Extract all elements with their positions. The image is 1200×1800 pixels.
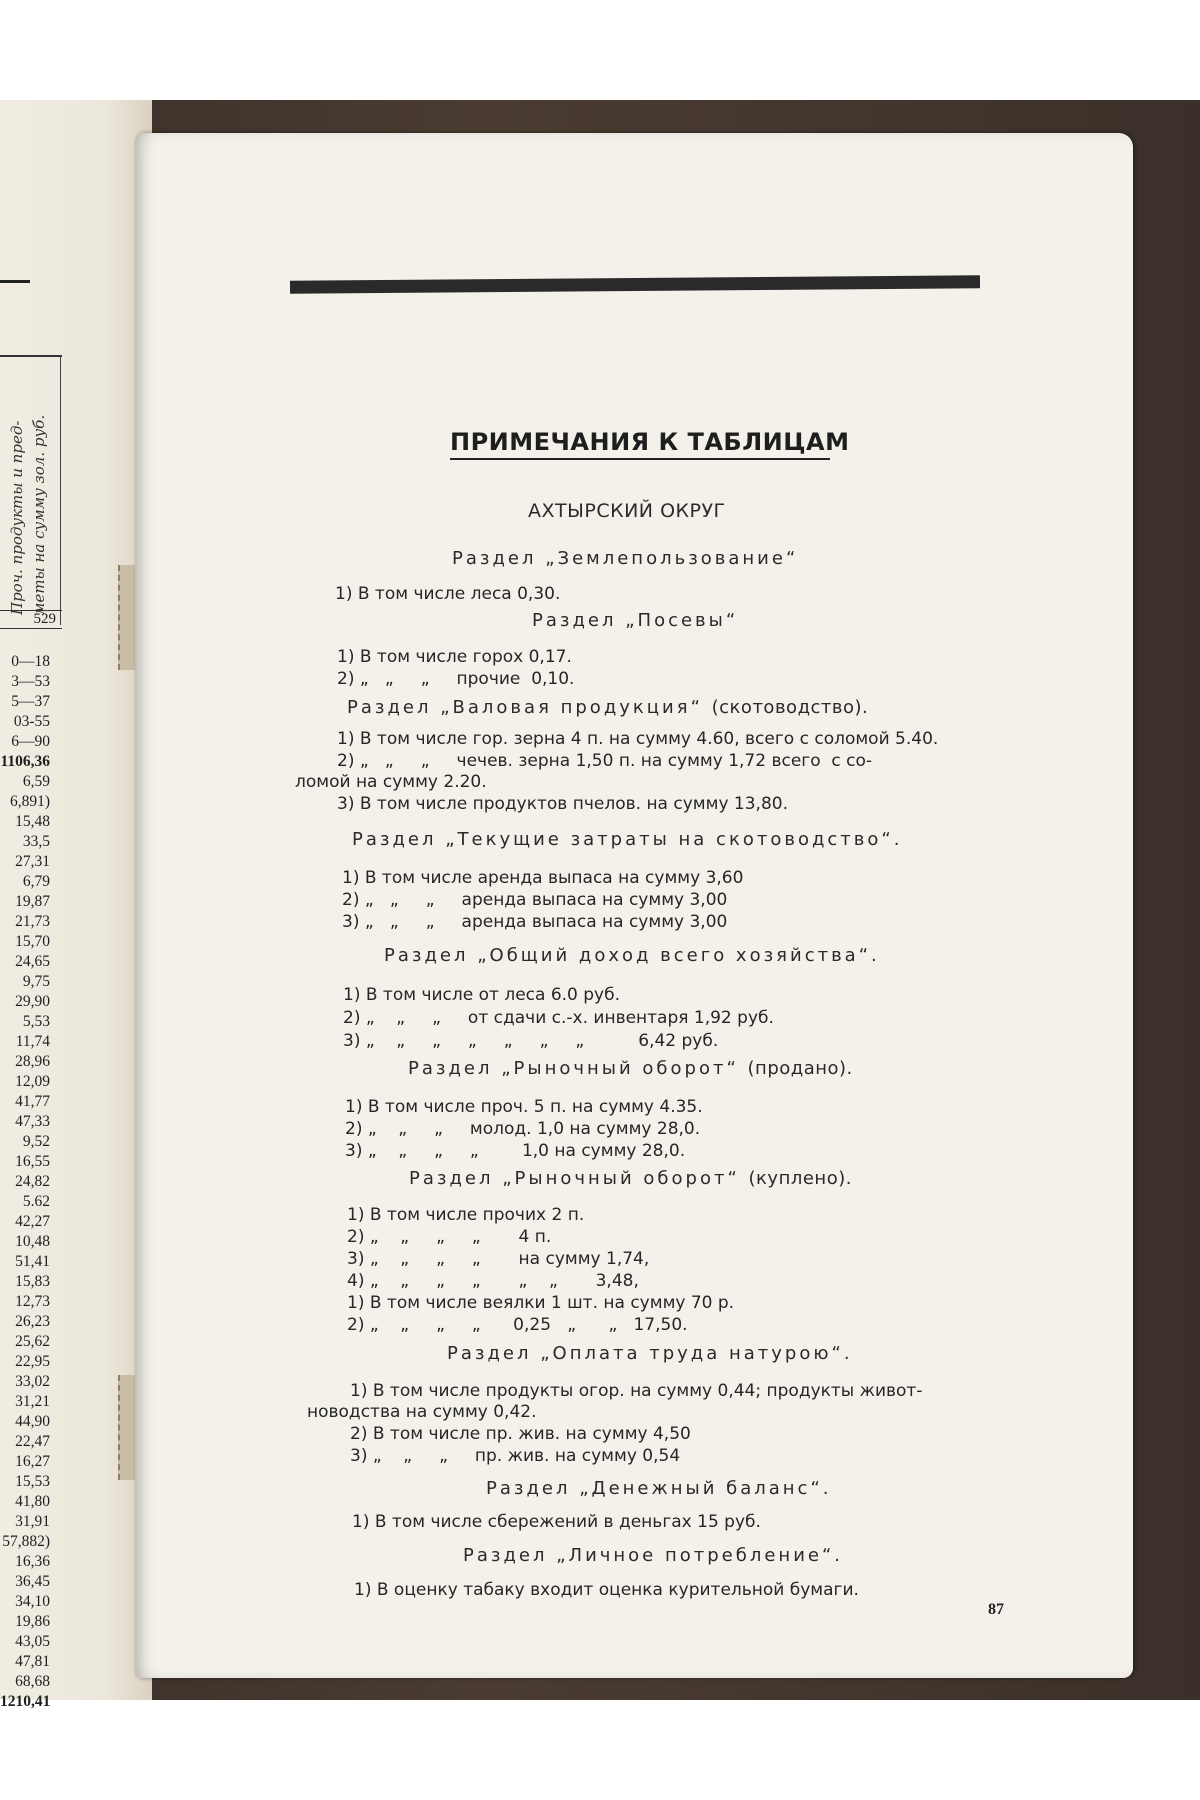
column-value: 36,45 xyxy=(15,1573,50,1590)
section-heading: Раздел „Общий доход всего хозяйства“. xyxy=(384,945,880,966)
column-top-rule xyxy=(0,280,30,283)
column-value: 34,10 xyxy=(15,1593,50,1610)
column-value: 12,09 xyxy=(15,1073,50,1090)
column-value: 22,95 xyxy=(15,1353,50,1370)
column-value: 42,27 xyxy=(15,1213,50,1230)
note-line: 3) „ „ „ „ „ „ „ 6,42 руб. xyxy=(343,1031,719,1051)
note-line: 1) В том числе от леса 6.0 руб. xyxy=(343,985,620,1005)
section-heading: Раздел „Текущие затраты на скотоводство“. xyxy=(352,829,903,850)
note-line: 3) В том числе продуктов пчелов. на сумму 13,80. xyxy=(337,794,788,814)
column-value: 0—18 xyxy=(11,653,50,670)
column-value: 29,90 xyxy=(15,993,50,1010)
note-line: 3) „ „ „ „ на сумму 1,74, xyxy=(347,1249,650,1269)
column-value: 19,86 xyxy=(15,1613,50,1630)
column-value: 15,83 xyxy=(15,1273,50,1290)
column-value: 16,27 xyxy=(15,1453,50,1470)
column-value: 03-55 xyxy=(13,713,50,730)
note-line: 4) „ „ „ „ „ „ 3,48, xyxy=(347,1271,639,1291)
column-value: 31,91 xyxy=(15,1513,50,1530)
column-values xyxy=(0,652,56,1712)
note-line: 2) „ „ „ чечев. зерна 1,50 п. на сумму 1,72 всего с со- xyxy=(337,751,873,771)
column-value: 6,79 xyxy=(22,873,50,890)
column-value: 1106,36 xyxy=(0,753,50,770)
note-line: 1) В том числе гор. зерна 4 п. на сумму 4.60, всего с соломой 5.40. xyxy=(337,729,939,749)
column-value: 5,53 xyxy=(22,1013,50,1030)
note-line: 2) В том числе пр. жив. на сумму 4,50 xyxy=(350,1424,691,1444)
note-line: 1) В том числе продукты огор. на сумму 0,44; продукты живот- xyxy=(350,1381,923,1401)
column-value: 19,87 xyxy=(15,893,50,910)
section-heading: Раздел „Землепользование“ xyxy=(452,548,799,569)
column-value: 44,90 xyxy=(15,1413,50,1430)
column-value: 1210,41 xyxy=(0,1693,51,1710)
note-line: 1) В том числе леса 0,30. xyxy=(335,584,561,604)
column-value: 9,52 xyxy=(22,1133,50,1150)
column-number: 529 xyxy=(0,610,62,629)
column-value: 12,73 xyxy=(15,1293,50,1310)
page-title: ПРИМЕЧАНИЯ К ТАБЛИЦАМ xyxy=(450,428,830,460)
column-value: 9,75 xyxy=(22,973,50,990)
column-value: 47,81 xyxy=(15,1653,50,1670)
column-value: 15,53 xyxy=(15,1473,50,1490)
note-line: 2) „ „ „ молод. 1,0 на сумму 28,0. xyxy=(345,1119,701,1139)
section-heading: Раздел „Посевы“ xyxy=(532,610,739,631)
column-value: 15,70 xyxy=(15,933,50,950)
column-value: 16,36 xyxy=(15,1553,50,1570)
note-line: 3) „ „ „ пр. жив. на сумму 0,54 xyxy=(350,1446,681,1466)
column-value: 41,80 xyxy=(15,1493,50,1510)
note-line: новодства на сумму 0,42. xyxy=(307,1402,537,1422)
column-value: 43,05 xyxy=(15,1633,50,1650)
note-line: 1) В том числе проч. 5 п. на сумму 4.35. xyxy=(345,1097,703,1117)
note-line: 1) В том числе горох 0,17. xyxy=(337,647,572,667)
column-value: 25,62 xyxy=(15,1333,50,1350)
column-value: 31,21 xyxy=(15,1393,50,1410)
column-value: 27,31 xyxy=(15,853,50,870)
column-value: 33,5 xyxy=(22,833,50,850)
note-line: 3) „ „ „ аренда выпаса на сумму 3,00 xyxy=(342,912,728,932)
section-heading: Раздел „Рыночный оборот“ (продано). xyxy=(408,1058,853,1079)
section-heading: Раздел „Оплата труда натурою“. xyxy=(447,1343,853,1364)
note-line: 1) В том числе прочих 2 п. xyxy=(347,1205,585,1225)
column-value: 33,02 xyxy=(15,1373,50,1390)
column-value: 15,48 xyxy=(15,813,50,830)
column-value: 41,77 xyxy=(15,1093,50,1110)
note-line: 2) „ „ „ аренда выпаса на сумму 3,00 xyxy=(342,890,728,910)
column-value: 6,59 xyxy=(22,773,50,790)
section-heading: Раздел „Личное потребление“. xyxy=(463,1545,844,1566)
column-value: 5—37 xyxy=(11,693,50,710)
district-heading: АХТЫРСКИЙ ОКРУГ xyxy=(528,500,726,522)
note-line: 2) „ „ „ прочие 0,10. xyxy=(337,669,575,689)
column-value: 57,882) xyxy=(2,1533,50,1550)
note-line: 1) В том числе сбережений в деньгах 15 руб. xyxy=(352,1512,761,1532)
section-heading: Раздел „Денежный баланс“. xyxy=(486,1478,832,1499)
note-line: 1) В том числе веялки 1 шт. на сумму 70 р. xyxy=(347,1293,735,1313)
column-value: 6—90 xyxy=(11,733,50,750)
note-line: 2) „ „ „ „ 4 п. xyxy=(347,1227,552,1247)
column-value: 3—53 xyxy=(11,673,50,690)
column-value: 51,41 xyxy=(15,1253,50,1270)
column-value: 47,33 xyxy=(15,1113,50,1130)
column-value: 5.62 xyxy=(22,1193,50,1210)
column-value: 24,82 xyxy=(15,1173,50,1190)
column-value: 6,891) xyxy=(9,793,50,810)
column-value: 10,48 xyxy=(15,1233,50,1250)
column-value: 22,47 xyxy=(15,1433,50,1450)
note-line: 1) В том числе аренда выпаса на сумму 3,60 xyxy=(342,868,744,888)
column-value: 24,65 xyxy=(15,953,50,970)
note-line: 2) „ „ „ от сдачи с.-х. инвентаря 1,92 руб. xyxy=(343,1008,774,1028)
column-value: 11,74 xyxy=(15,1033,50,1050)
page-number: 87 xyxy=(988,1601,1004,1618)
column-value: 68,68 xyxy=(15,1673,50,1690)
column-divider xyxy=(60,355,61,625)
note-line: 2) „ „ „ „ 0,25 „ „ 17,50. xyxy=(347,1315,688,1335)
column-value: 26,23 xyxy=(15,1313,50,1330)
note-line: 1) В оценку табаку входит оценка курительной бумаги. xyxy=(354,1580,859,1600)
column-value: 28,96 xyxy=(15,1053,50,1070)
column-header-text: Проч. продукты и пред- меты на сумму зол. руб. xyxy=(8,414,48,615)
column-value: 21,73 xyxy=(15,913,50,930)
left-page xyxy=(0,100,152,1710)
section-heading: Раздел „Валовая продукция“ (скотоводство). xyxy=(347,697,869,718)
note-line: 3) „ „ „ „ 1,0 на сумму 28,0. xyxy=(345,1141,686,1161)
note-line: ломой на сумму 2.20. xyxy=(295,772,487,792)
section-heading: Раздел „Рыночный оборот“ (куплено). xyxy=(409,1168,852,1189)
column-value: 16,55 xyxy=(15,1153,50,1170)
